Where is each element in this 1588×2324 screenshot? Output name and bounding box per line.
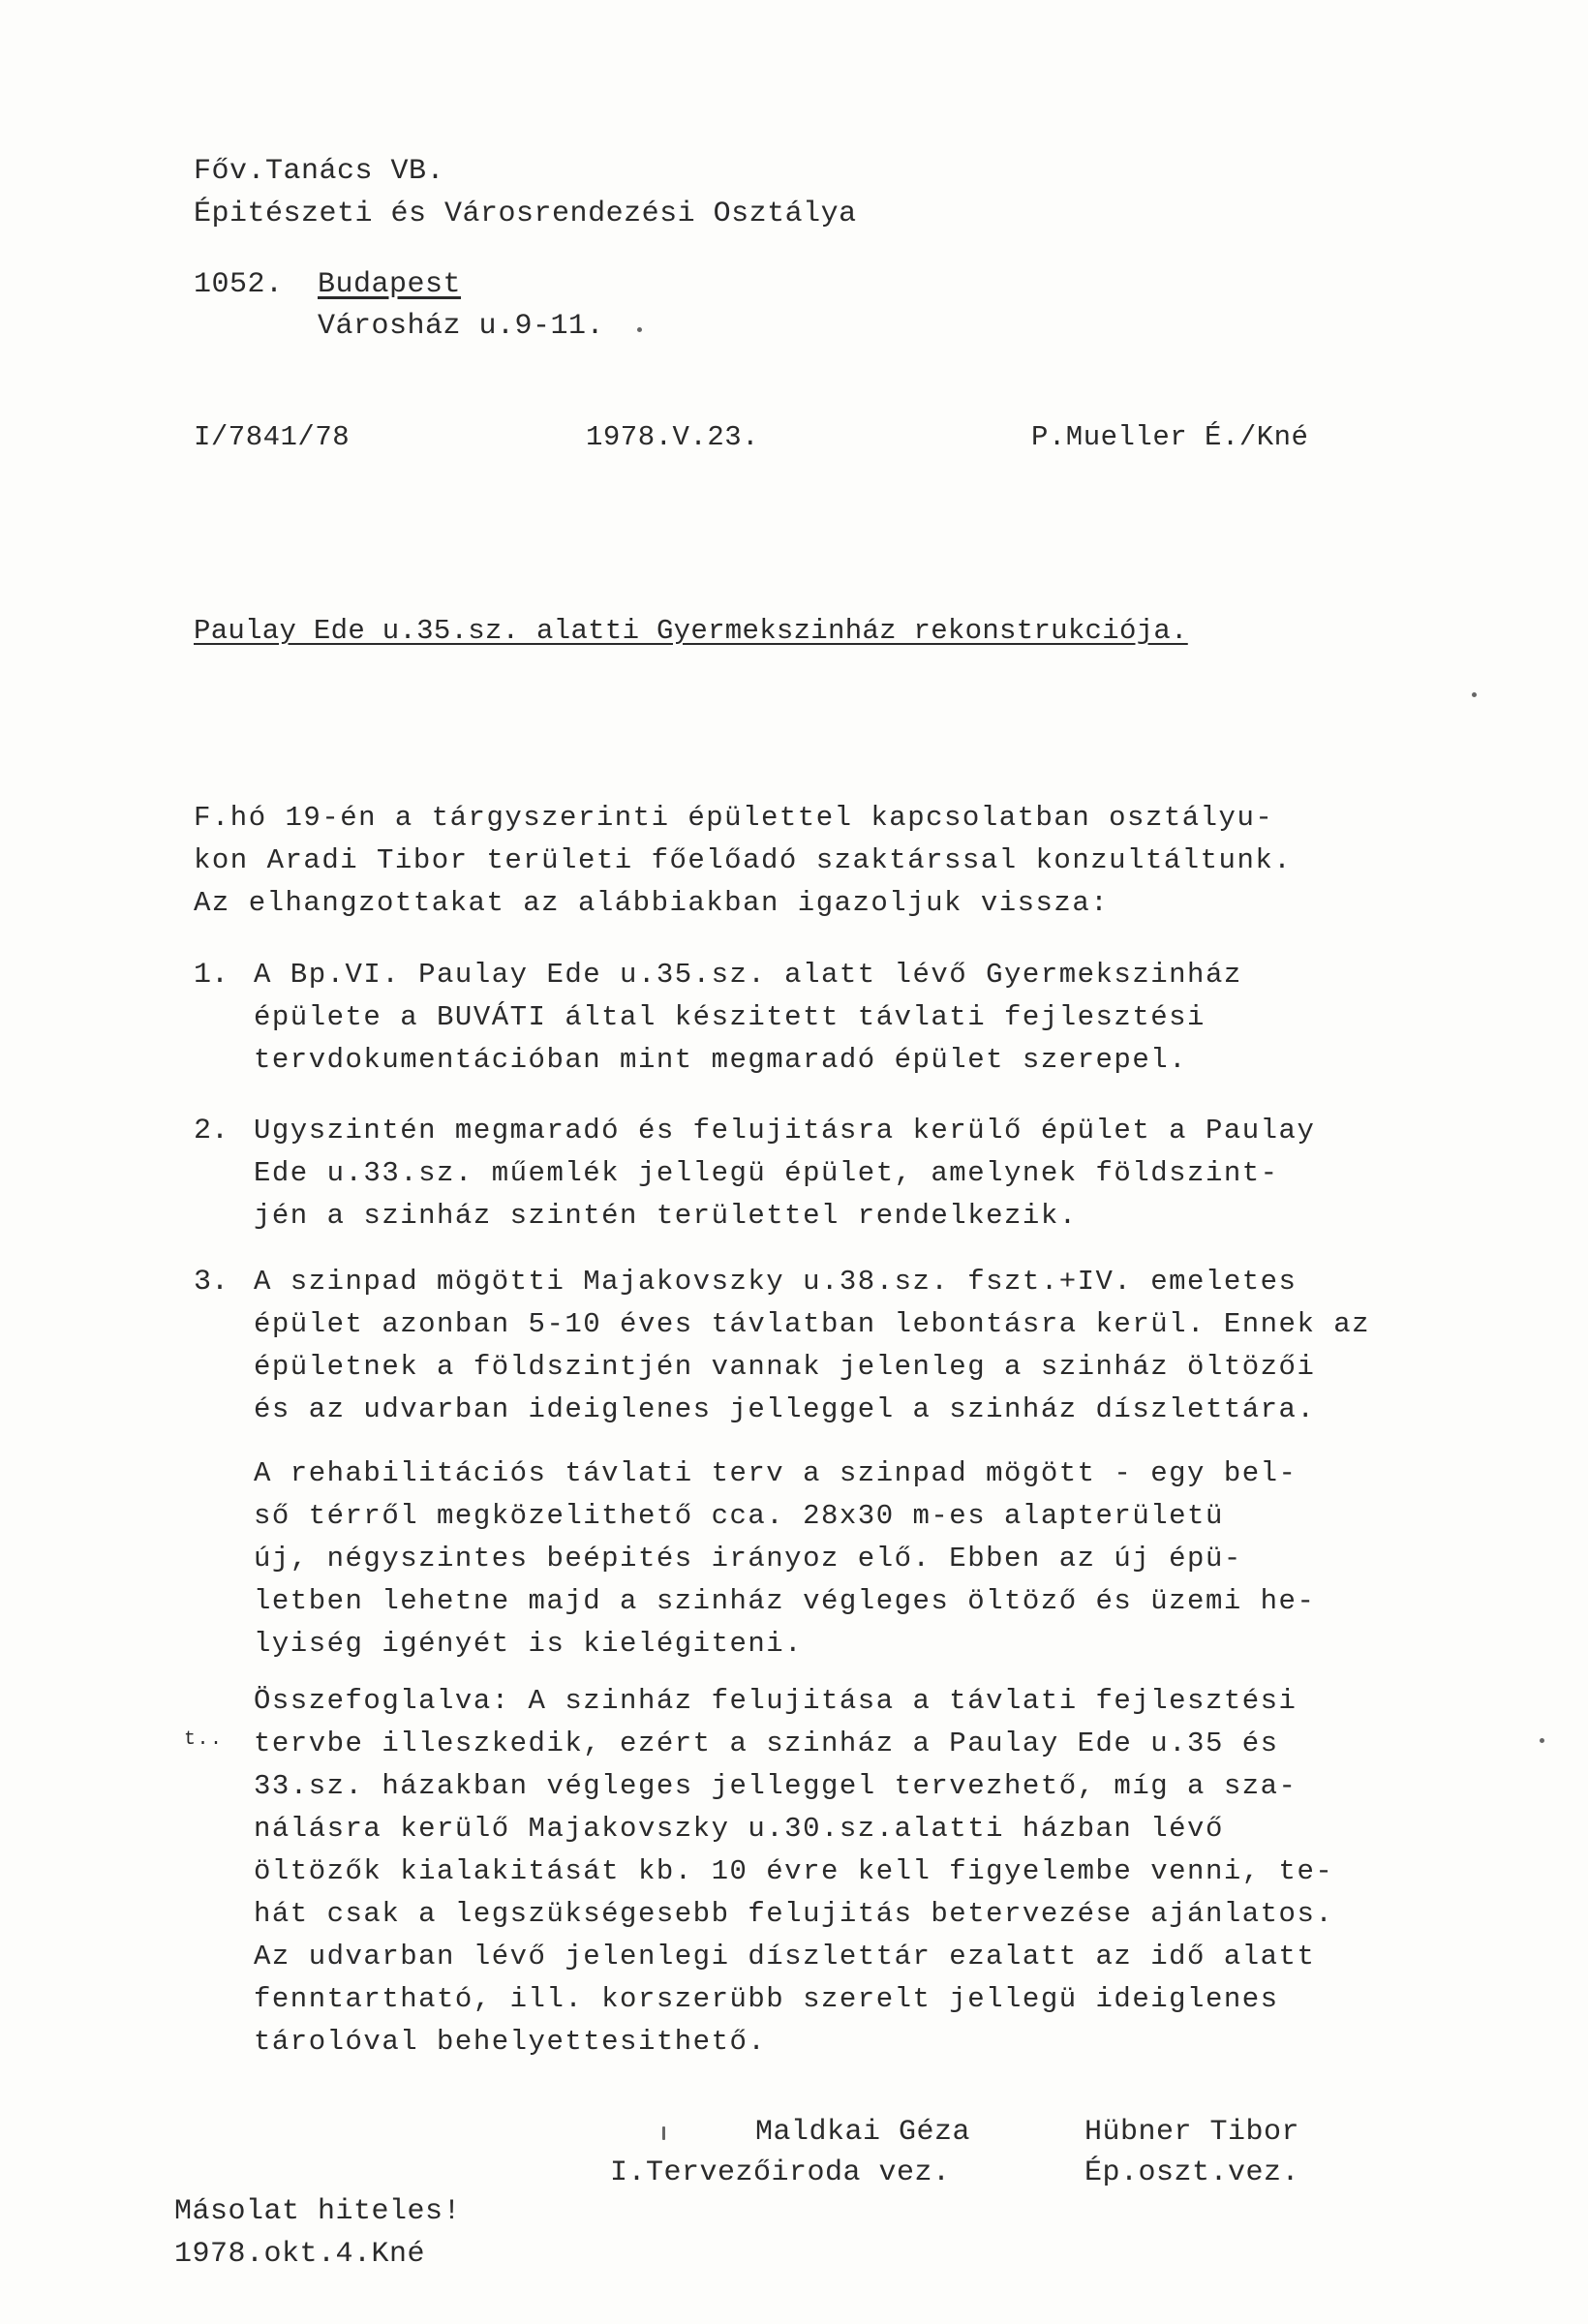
addressee-postcode: 1052. (194, 268, 284, 301)
text-line: fenntartható, ill. korszerübb szerelt jellegü ideiglenes (254, 1983, 1279, 2015)
scan-speck (662, 2126, 665, 2140)
point-number: 3. (194, 1266, 229, 1299)
reference-clerk: P.Mueller É./Kné (1031, 421, 1309, 453)
text-line: hát csak a legszükségesebb felujitás betervezése ajánlatos. (254, 1898, 1334, 1930)
text-line: jén a szinház szintén területtel rendelkezik. (254, 1200, 1078, 1232)
reference-number: I/7841/78 (194, 421, 351, 453)
text-line: F.hó 19-én a tárgyszerinti épülettel kapcsolatban osztályu- (194, 802, 1274, 834)
text-line: épület azonban 5-10 éves távlatban lebontásra kerül. Ennek az (254, 1308, 1371, 1340)
signatory-left-title: I.Tervezőiroda vez. (610, 2156, 951, 2189)
addressee-office: Főv.Tanács VB. (194, 155, 445, 188)
text-line: A Bp.VI. Paulay Ede u.35.sz. alatt lévő Gyermekszinház (254, 959, 1242, 991)
certification-date: 1978.okt.4.Kné (174, 2238, 426, 2271)
text-line: új, négyszintes beépités irányoz elő. Ebben az új épü- (254, 1543, 1242, 1575)
text-line: tervbe illeszkedik, ezért a szinház a Paulay Ede u.35 és (254, 1728, 1279, 1759)
text-line: A szinpad mögötti Majakovszky u.38.sz. fszt.+IV. emeletes (254, 1266, 1298, 1298)
text-line: épületnek a földszintjén vannak jelenleg a szinház öltözői (254, 1351, 1316, 1383)
text-line: letben lehetne majd a szinház végleges öltöző és üzemi he- (254, 1585, 1316, 1617)
signatory-left-name: Maldkai Géza (755, 2116, 971, 2149)
reference-date: 1978.V.23. (586, 421, 760, 453)
text-line: Az elhangzottakat az alábbiakban igazoljuk vissza: (194, 887, 1110, 919)
text-line: lyiség igényét is kielégiteni. (254, 1628, 804, 1660)
text-line: tervdokumentációban mint megmaradó épület szerepel. (254, 1044, 1188, 1076)
certification-text: Másolat hiteles! (174, 2195, 462, 2228)
scan-speck (1540, 1738, 1544, 1743)
text-line: Ugyszintén megmaradó és felujitásra kerülő épület a Paulay (254, 1115, 1316, 1147)
text-line: Az udvarban lévő jelenlegi díszlettár ezalatt az idő alatt (254, 1941, 1316, 1972)
addressee-city: Budapest (318, 268, 462, 301)
addressee-department: Épitészeti és Városrendezési Osztálya (194, 198, 857, 230)
text-line: épülete a BUVÁTI által készitett távlati fejlesztési (254, 1001, 1206, 1033)
signatory-right-name: Hübner Tibor (1084, 2116, 1300, 2149)
text-line: nálásra kerülő Majakovszky u.30.sz.alatti házban lévő (254, 1813, 1224, 1845)
scan-speck (637, 327, 642, 332)
addressee-street: Városház u.9-11. (318, 310, 605, 343)
point-number: 1. (194, 959, 229, 992)
signatory-right-title: Ép.oszt.vez. (1084, 2156, 1300, 2189)
text-line: A rehabilitációs távlati terv a szinpad mögött - egy bel- (254, 1457, 1298, 1489)
text-line: 33.sz. házakban végleges jelleggel tervezhető, míg a sza- (254, 1770, 1298, 1802)
margin-mark: t.. (184, 1728, 224, 1751)
text-line: Összefoglalva: A szinház felujitása a távlati fejlesztési (254, 1685, 1298, 1717)
point-number: 2. (194, 1115, 229, 1147)
subject-line: Paulay Ede u.35.sz. alatti Gyermekszinház rekonstrukciója. (194, 615, 1188, 647)
text-line: kon Aradi Tibor területi főelőadó szaktárssal konzultáltunk. (194, 844, 1293, 876)
text-line: és az udvarban ideiglenes jelleggel a szinház díszlettára. (254, 1393, 1316, 1425)
text-line: öltözők kialakitását kb. 10 évre kell figyelembe venni, te- (254, 1855, 1334, 1887)
text-line: ső térről megközelithető cca. 28x30 m-es alapterületü (254, 1500, 1224, 1532)
scan-speck (1472, 692, 1477, 697)
text-line: tárolóval behelyettesithető. (254, 2026, 767, 2058)
text-line: Ede u.33.sz. műemlék jellegü épület, amelynek földszint- (254, 1157, 1279, 1189)
